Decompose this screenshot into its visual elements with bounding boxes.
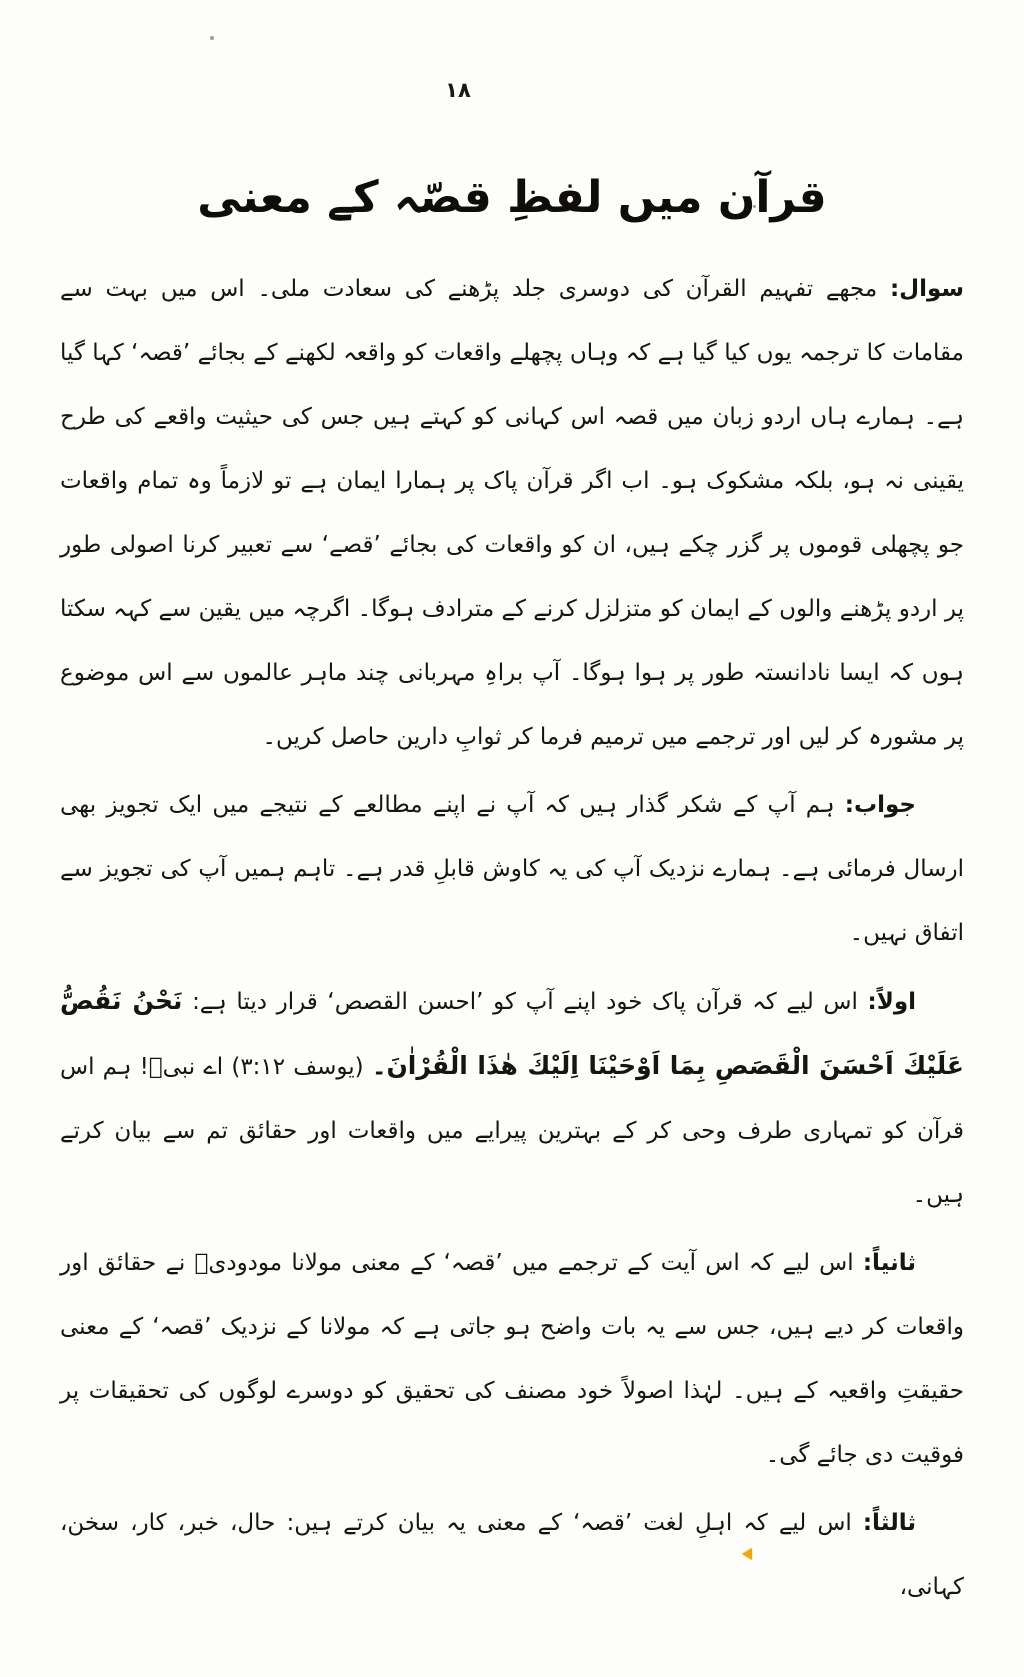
answer-lead: جواب:: [844, 792, 916, 818]
second-point-text: اس لیے کہ اس آیت کے ترجمے میں ’قصہ‘ کے معنی مولانا مودودیؒ نے حقائق اور واقعات کر دیے ہیں، جس سے یہ بات واضح ہو جاتی ہے کہ مولانا کے نزدیک ’قصہ‘ کے معنی حقیقتِ واقعیہ کے ہیں۔ لہٰذا اصولاً خود مصنف کی تحقیق کو دوسرے لوگوں کی تحقیقات پر فوقیت دی جائے گی۔: [60, 1250, 964, 1468]
third-point-text: اس لیے کہ اہلِ لغت ’قصہ‘ کے معنی یہ بیان کرتے ہیں: حال، خبر، کار، سخن، کہانی،: [60, 1510, 964, 1600]
page-content: [60, 0, 964, 1623]
first-point-text: اس لیے کہ قرآن پاک خود اپنے آپ کو ’احسن القصص‘ قرار دیتا ہے:: [192, 989, 858, 1015]
quran-verse-arabic: نَحْنُ نَقُصُّ عَلَيْكَ اَحْسَنَ الْقَصَصِ بِمَا اَوْحَيْنَا اِلَيْكَ هٰذَا الْقُرْاٰنَ۔: [60, 986, 965, 1080]
paragraph-third-point: [60, 1491, 964, 1619]
page-number: ۱۸: [445, 78, 471, 102]
question-lead: سوال:: [889, 276, 965, 302]
scan-artifact-mark: [742, 1548, 752, 1560]
first-point-lead: اولاً:: [867, 989, 917, 1015]
answer-text: ہم آپ کے شکر گذار ہیں کہ آپ نے اپنے مطالعے کے نتیجے میں ایک تجویز بھی ارسال فرمائی ہے۔ ہمارے نزدیک آپ کی یہ کاوش قابلِ قدر ہے۔ تاہم ہمیں آپ کی تجویز سے اتفاق نہیں۔: [60, 792, 964, 946]
third-point-lead: ثالثاً:: [862, 1510, 916, 1536]
paragraph-first-point: [60, 969, 964, 1227]
page-title: قرآن میں لفظِ قصّہ کے معنی: [197, 172, 827, 223]
question-text: مجھے تفہیم القرآن کی دوسری جلد پڑھنے کی سعادت ملی۔ اس میں بہت سے مقامات کا ترجمہ یوں کیا گیا ہے کہ وہاں پچھلے واقعات کو واقعہ لکھنے کے بجائے ’قصہ‘ کہا گیا ہے۔ ہمارے ہاں اردو زبان میں قصہ اس کہانی کو کہتے ہیں جس کی حیثیت واقعے کی طرح یقینی نہ ہو، بلکہ مشکوک ہو۔ اب اگر قرآن پاک پر ہمارا ایمان ہے تو لازماً وہ تمام واقعات جو پچھلی قوموں پر گزر چکے ہیں، ان کو واقعات کی بجائے ’قصے‘ سے تعبیر کرنا اصولی طور پر اردو پڑھنے والوں کے ایمان کو متزلزل کرنے کے مترادف ہوگا۔ اگرچہ میں یقین سے کہہ سکتا ہوں کہ ایسا نادانستہ طور پر ہوا ہوگا۔ آپ براہِ مہربانی چند ماہر عالموں سے اس موضوع پر مشورہ کر لیں اور ترجمے میں ترمیم فرما کر ثوابِ دارین حاصل کریں۔: [60, 276, 964, 750]
second-point-lead: ثانیاً:: [862, 1250, 916, 1276]
paragraph-second-point: [60, 1231, 964, 1487]
paragraph-question: [60, 257, 964, 769]
paragraph-answer: [60, 773, 964, 965]
verse-translation: اے نبیؐ! ہم اس قرآن کو تمہاری طرف وحی کر کے بہترین پیرایے میں واقعات اور حقائق تم سے بیان کرتے ہیں۔: [60, 1054, 964, 1208]
verse-reference: (یوسف ۳:۱۲): [231, 1054, 364, 1080]
